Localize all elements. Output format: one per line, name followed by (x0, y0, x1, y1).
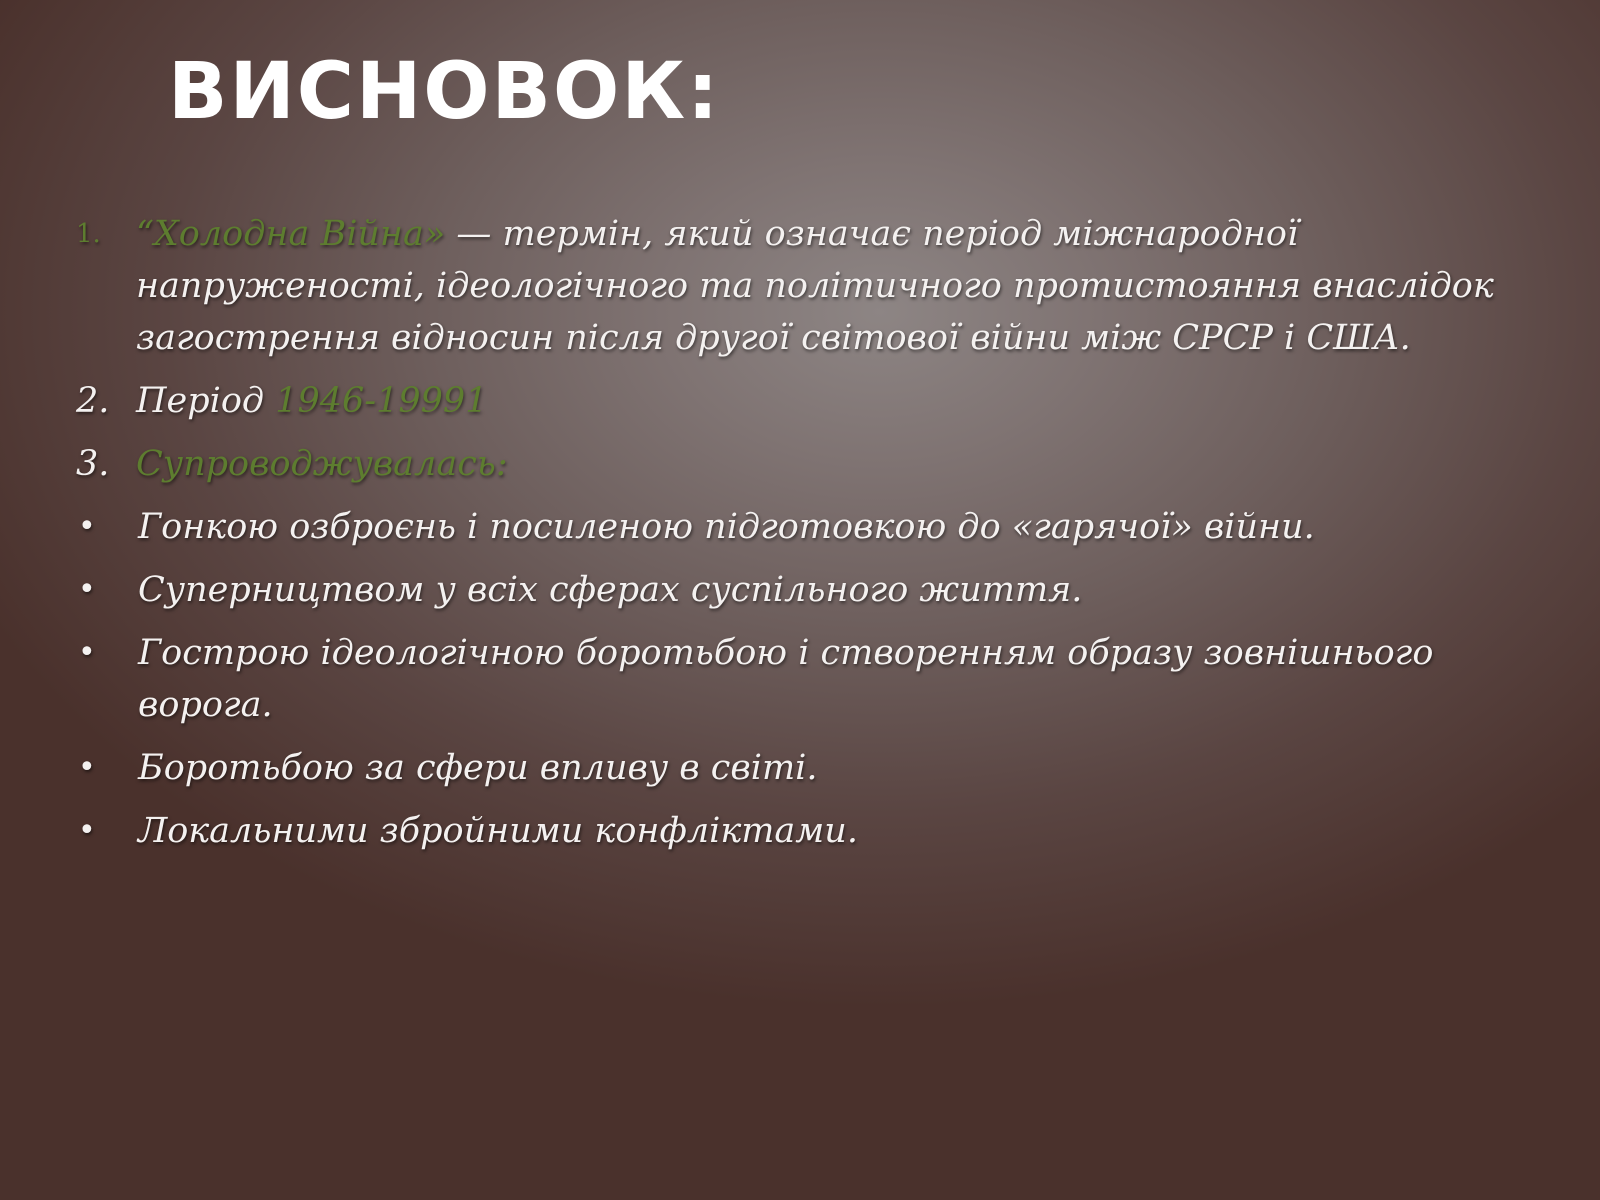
bullet-text: Гострою ідеологічною боротьбою і створенням образу зовнішнього ворога. (138, 633, 1434, 725)
bullet-text: Суперництвом у всіх сферах суспільного життя. (138, 570, 1083, 610)
bullet-item-4 (76, 742, 1516, 794)
bullet-item-1 (76, 501, 1516, 553)
bullet-icon: • (78, 813, 96, 848)
bullet-text: Локальними збройними конфліктами. (138, 811, 858, 851)
bullet-item-3 (76, 627, 1516, 731)
item-text (136, 375, 1516, 427)
bullet-icon: • (78, 750, 96, 785)
bullet-item-5 (76, 805, 1516, 857)
bullet-text: Боротьбою за сфери впливу в світі. (138, 748, 818, 788)
bullet-icon: • (78, 509, 96, 544)
bullet-icon: • (78, 572, 96, 607)
item-text: Супроводжувалась: (136, 444, 508, 484)
item-label: Період (136, 381, 276, 421)
item-number: 3. (76, 444, 110, 484)
bullet-item-2 (76, 564, 1516, 616)
item-definition: — термін, який означає період міжнародної напруженості, ідеологічного та політичного протистояння внаслідок загострення відносин після другої світової війни між СРСР і США. (136, 214, 1494, 358)
bullet-text: Гонкою озброєнь і посиленою підготовкою до «гарячої» війни. (138, 507, 1315, 547)
bullet-icon: • (78, 635, 96, 670)
numbered-item-1 (76, 208, 1516, 364)
content-list (76, 208, 1516, 868)
item-text (136, 208, 1516, 364)
item-number: 1. (76, 219, 101, 249)
item-number: 2. (76, 381, 110, 421)
period-highlight: 1946-19991 (275, 381, 488, 421)
term-highlight: “Холодна Війна» (136, 214, 446, 254)
numbered-item-2 (76, 375, 1516, 427)
slide-title: ВИСНОВОК: (168, 47, 721, 137)
numbered-item-3 (76, 438, 1516, 490)
